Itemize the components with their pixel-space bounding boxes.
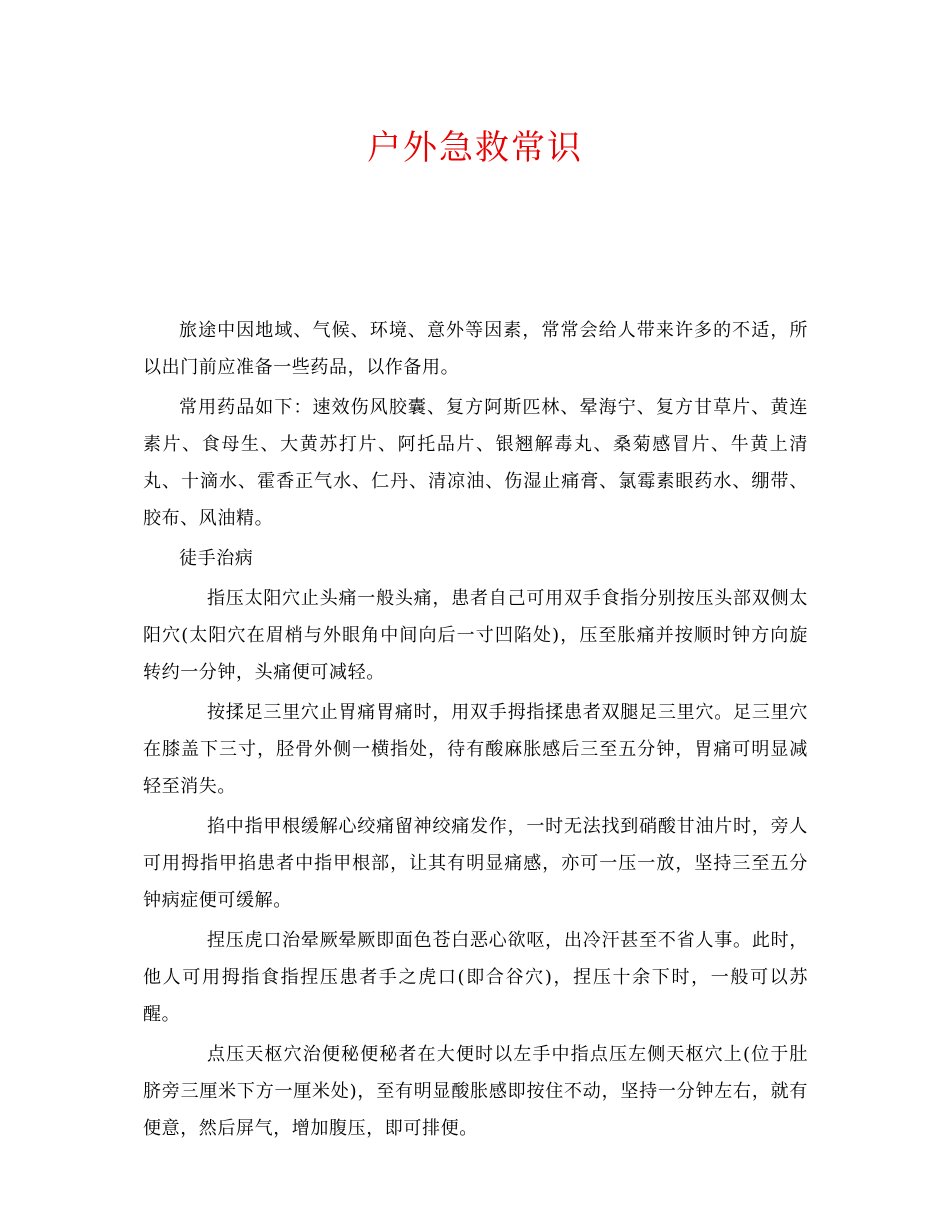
- paragraph-constipation: 点压天枢穴治便秘便秘者在大便时以左手中指点压左侧天枢穴上(位于肚脐旁三厘米下方一厘米处)，至有明显酸胀感即按住不动，坚持一分钟左右，就有便意，然后屏气，增加腹压，即可排便。: [143, 1044, 808, 1139]
- paragraph-intro: 旅途中因地域、气候、环境、意外等因素，常常会给人带来许多的不适，所以出门前应准备一些药品，以作备用。: [143, 320, 808, 378]
- paragraph-fainting: 捏压虎口治晕厥晕厥即面色苍白恶心欲呕，出冷汗甚至不省人事。此时，他人可用拇指食指捏压患者手之虎口(即合谷穴)，捏压十余下时，一般可以苏醒。: [143, 930, 808, 1025]
- paragraph-angina: 掐中指甲根缓解心绞痛留神绞痛发作，一时无法找到硝酸甘油片时，旁人可用拇指甲掐患者中指甲根部，让其有明显痛感，亦可一压一放，坚持三至五分钟病症便可缓解。: [143, 816, 808, 911]
- paragraph-headache: 指压太阳穴止头痛一般头痛，患者自己可用双手食指分别按压头部双侧太阳穴(太阳穴在眉梢与外眼角中间向后一寸凹陷处)，压至胀痛并按顺时钟方向旋转约一分钟，头痛便可减轻。: [143, 588, 808, 683]
- paragraph-stomachache: 按揉足三里穴止胃痛胃痛时，用双手拇指揉患者双腿足三里穴。足三里穴在膝盖下三寸，胫骨外侧一横指处，待有酸麻胀感后三至五分钟，胃痛可明显减轻至消失。: [143, 702, 808, 797]
- section-heading-bare-hand: 徒手治病: [179, 548, 254, 569]
- paragraph-medicine-list: 常用药品如下：速效伤风胶囊、复方阿斯匹林、晕海宁、复方甘草片、黄连素片、食母生、大黄苏打片、阿托品片、银翘解毒丸、桑菊感冒片、牛黄上清丸、十滴水、霍香正气水、仁丹、清凉油、伤湿止痛膏、氯霉素眼药水、绷带、胶布、风油精。: [143, 397, 808, 529]
- document-body: [143, 312, 808, 1150]
- document-title: 户外急救常识: [367, 128, 583, 168]
